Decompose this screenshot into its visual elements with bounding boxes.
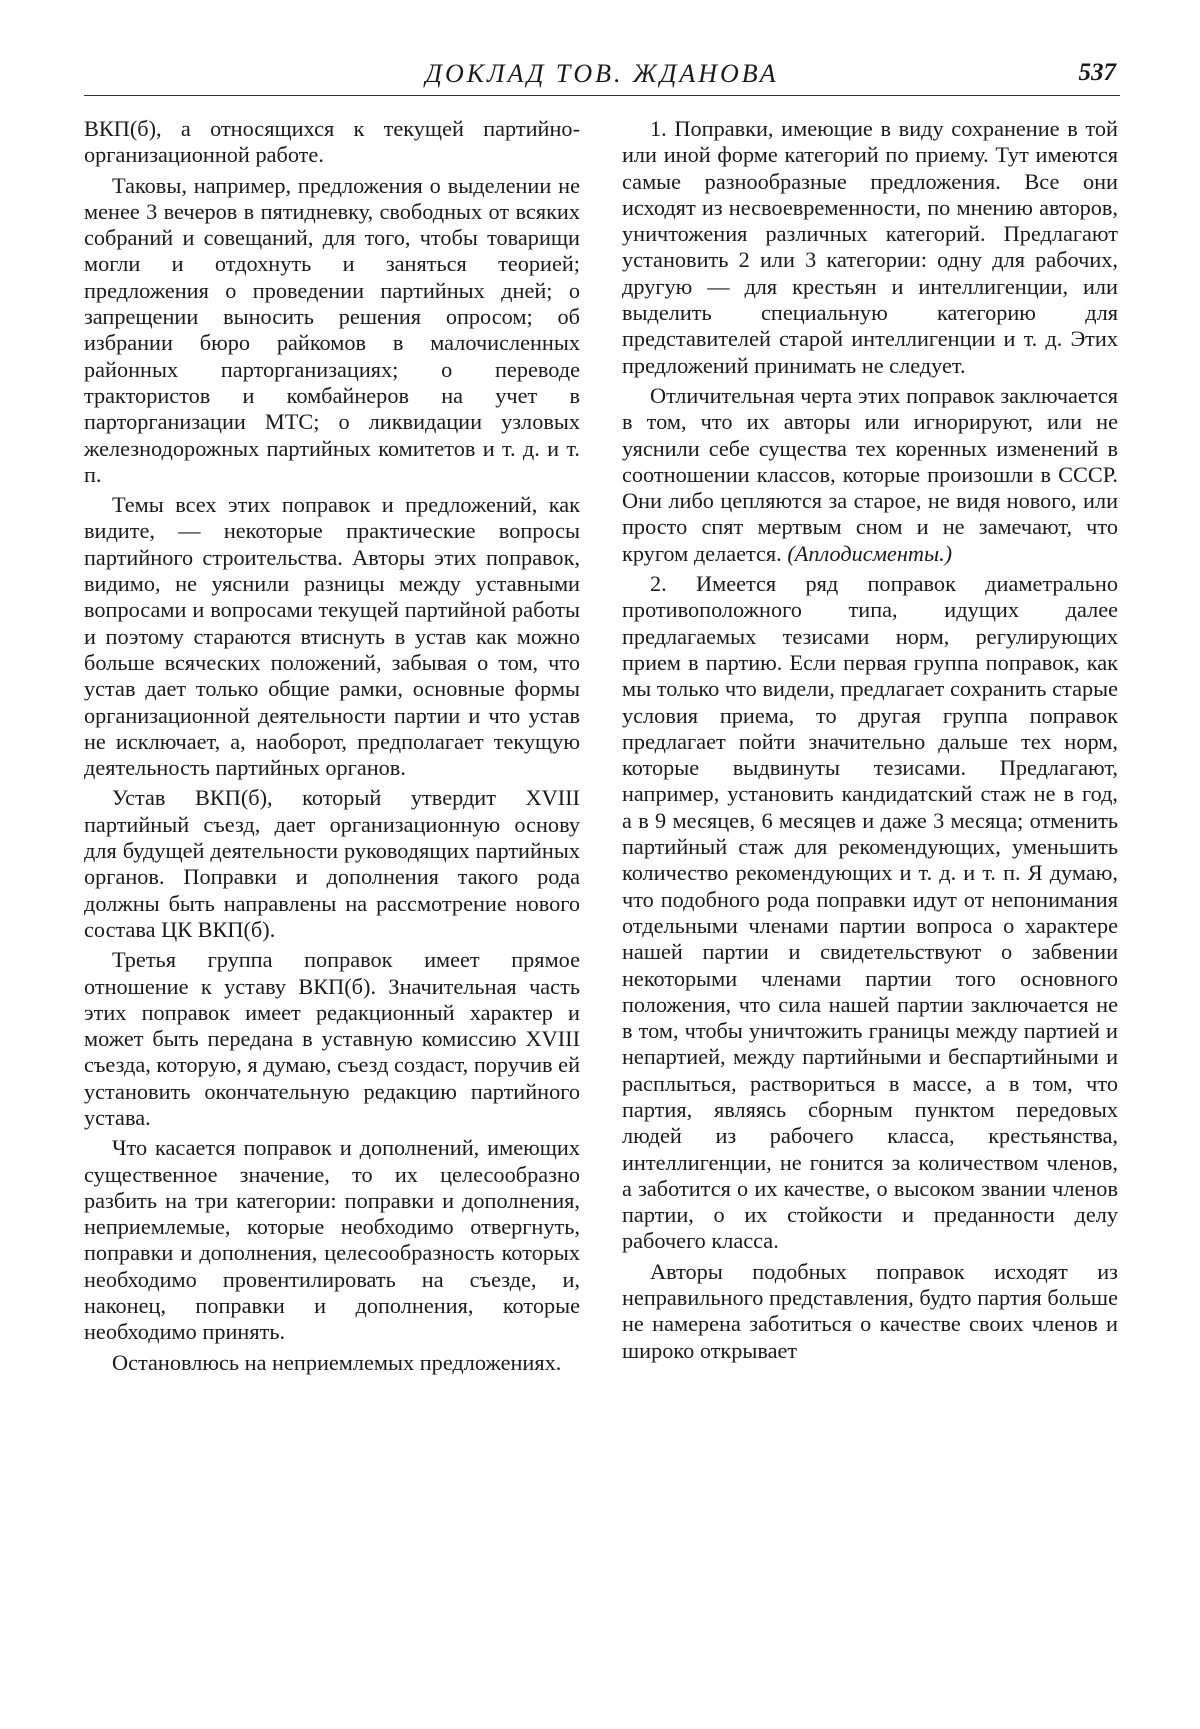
paragraph: Таковы, например, предложения о выделении не менее 3 вечеров в пятидневку, свободных от всяких собраний и совещаний, для того, чтобы товарищи могли и отдохнуть и заняться теорией; предложения о проведении партийных дней; о запрещении выносить решения опросом; об избрании бюро райкомов в малочисленных районных парторганизациях; о переводе трактористов и комбайнеров на учет в парторганизации МТС; о ликвидации узловых железнодорожных партийных комитетов и т. д. и т. п. [84, 172, 580, 487]
right-column [622, 116, 1118, 1368]
paragraph: Авторы подобных поправок исходят из неправильного представления, будто партия больше не намерена заботиться о качестве своих членов и широко открывает [622, 1258, 1118, 1363]
running-header [84, 55, 1120, 96]
paragraph [622, 383, 1118, 567]
paragraph: Устав ВКП(б), который утвердит XVIII партийный съезд, дает организационную основу для будущей деятельности руководящих партийных органов. Поправки и дополнения такого рода должны быть направлены на рассмотрение нового состава ЦК ВКП(б). [84, 785, 580, 942]
paragraph-text: Отличительная черта этих поправок заключается в том, что их авторы или игнорируют, или не уяснили себе существа тех коренных изменений в соотношении классов, которые произошли в СССР. Они либо цепляются за старое, не видя нового, или просто спят мертвым сном и не замечают, что кругом делается. [622, 382, 1118, 566]
left-column [84, 116, 580, 1380]
paragraph: Третья группа поправок имеет прямое отношение к уставу ВКП(б). Значительная часть этих поправок имеет редакционный характер и может быть передана в уставную комиссию XVIII съезда, которую, я думаю, съезд создаст, поручив ей установить окончательную редакцию партийного устава. [84, 947, 580, 1130]
paragraph: 2. Имеется ряд поправок диаметрально противоположного типа, идущих далее предлагаемых тезисами норм, регулирующих прием в партию. Если первая группа поправок, как мы только что видели, предлагает сохранить старые условия приема, то другая группа поправок предлагает пойти значительно дальше тех норм, которые выдвинуты тезисами. Предлагают, например, установить кандидатский стаж не в год, а в 9 месяцев, 6 месяцев и даже 3 месяца; отменить партийный стаж для рекомендующих, уменьшить количество рекомендующих и т. д. и т. п. Я думаю, что подобного рода поправки идут от непонимания отдельными членами партии вопроса о характере нашей партии и свидетельствуют о забвении некоторыми членами партии того основного положения, что сила нашей партии заключается не в том, чтобы уничтожить границы между партией и непартией, между партийными и беспартийными и расплыться, раствориться в массе, а в том, что партия, являясь сборным пунктом передовых людей из рабочего класса, крестьянства, интеллигенции, не гонится за количеством членов, а заботится о их качестве, о высоком звании членов партии, о их стойкости и преданности делу рабочего класса. [622, 571, 1118, 1254]
paragraph: Темы всех этих поправок и предложений, как видите, — некоторые практические вопросы партийного строительства. Авторы этих поправок, видимо, не уяснили разницы между уставными вопросами и вопросами текущей партийной работы и поэтому стараются втиснуть в устав как можно больше всяческих положений, забывая о том, что устав дает только общие рамки, основные формы организационной деятельности партии и что устав не исключает, а, наоборот, предполагает текущую деятельность партийных органов. [84, 492, 580, 781]
page-number: 537 [1078, 59, 1116, 86]
paragraph: Что касается поправок и дополнений, имеющих существенное значение, то их целесообразно разбить на три категории: поправки и дополнения, неприемлемые, которые необходимо отвергнуть, поправки и дополнения, целесообразность которых необходимо провентилировать на съезде, и, наконец, поправки и дополнения, которые необходимо принять. [84, 1135, 580, 1345]
running-title: ДОКЛАД ТОВ. ЖДАНОВА [425, 59, 779, 88]
paragraph: 1. Поправки, имеющие в виду сохранение в той или иной форме категорий по приему. Тут имеются самые разнообразные предложения. Все они исходят из несвоевременности, по мнению авторов, уничтожения различных категорий. Предлагают установить 2 или 3 категории: одну для рабочих, другую — для крестьян и интеллигенции, или выделить специальную категорию для представителей старой интеллигенции и т. д. Этих предложений принимать не следует. [622, 116, 1118, 378]
paragraph: Остановлюсь на неприемлемых предложениях. [112, 1349, 562, 1375]
applause-note: (Аплодисменты.) [787, 540, 953, 566]
paragraph: ВКП(б), а относящихся к текущей партийно-организационной работе. [84, 116, 580, 168]
